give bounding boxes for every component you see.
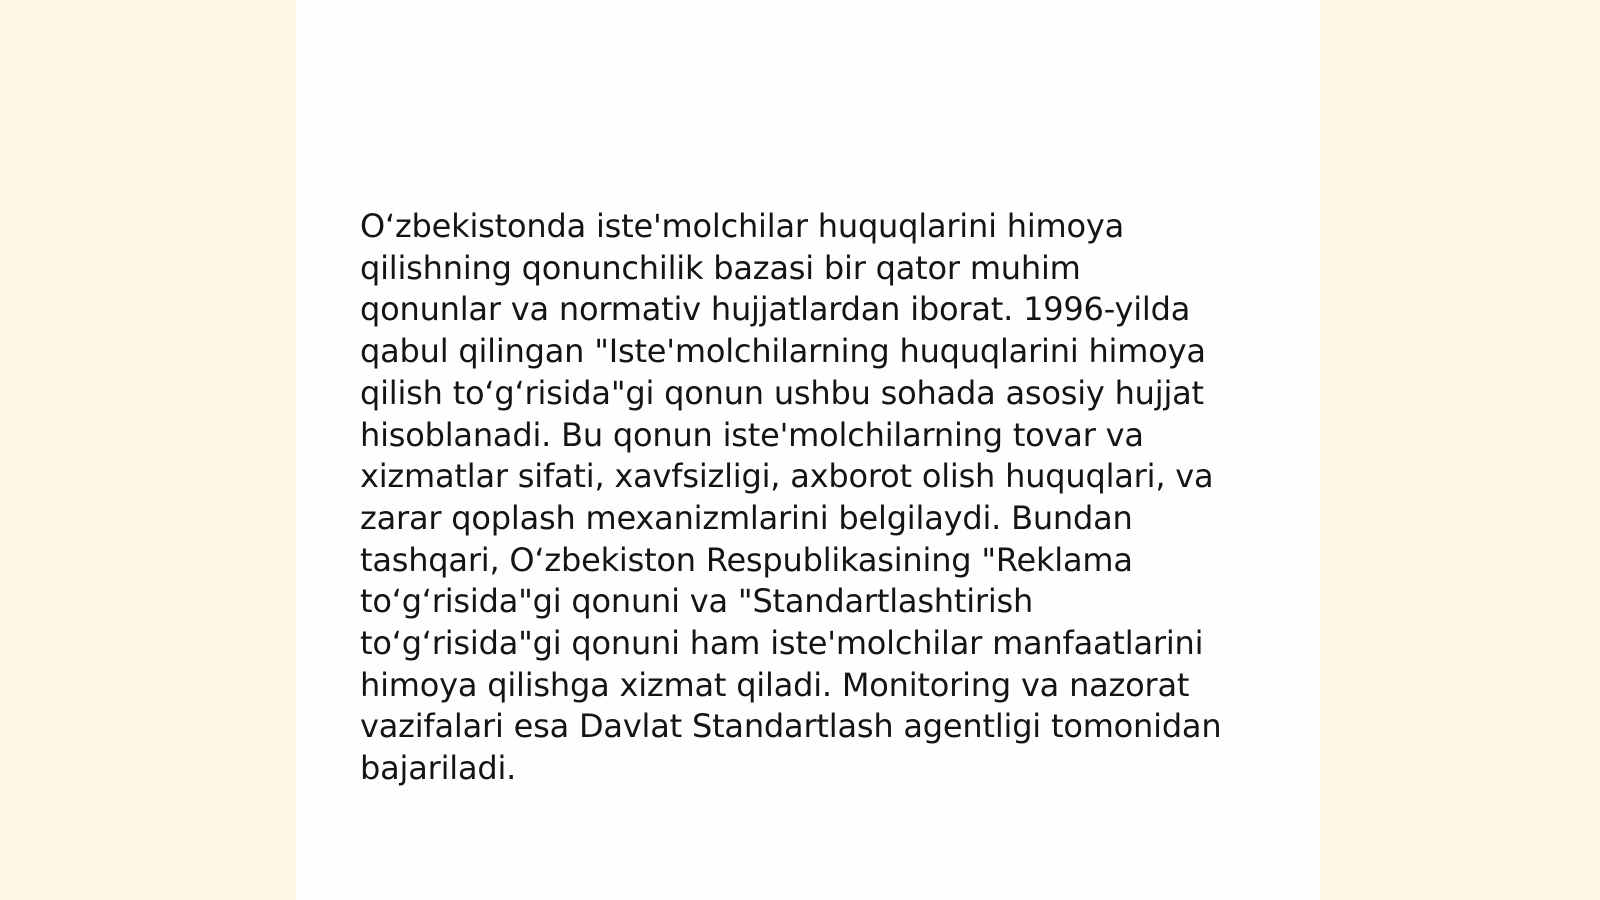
text-line: qilishning qonunchilik bazasi bir qator muhim (360, 248, 1081, 287)
text-line: qabul qilingan "Iste'molchilarning huquqlarini himoya (360, 332, 1206, 371)
body-paragraph (360, 206, 1260, 790)
text-line: hisoblanadi. Bu qonun iste'molchilarning tovar va (360, 415, 1144, 454)
text-line: himoya qilishga xizmat qiladi. Monitoring va nazorat (360, 665, 1190, 704)
text-line: vazifalari esa Davlat Standartlash agentligi tomonidan (360, 707, 1222, 746)
text-line: qilish to‘g‘risida"gi qonun ushbu sohada asosiy hujjat (360, 373, 1204, 412)
text-line: zarar qoplash mexanizmlarini belgilaydi. Bundan (360, 498, 1133, 537)
text-line: qonunlar va normativ hujjatlardan iborat. 1996-yilda (360, 290, 1191, 329)
text-line: to‘g‘risida"gi qonuni va "Standartlashtirish (360, 582, 1034, 621)
text-line: O‘zbekistonda iste'molchilar huquqlarini himoya (360, 207, 1125, 245)
left-margin-background (0, 0, 296, 900)
document-page (296, 0, 1320, 900)
text-line: to‘g‘risida"gi qonuni ham iste'molchilar manfaatlarini (360, 624, 1204, 663)
text-line: bajariladi. (360, 749, 517, 788)
text-line: xizmatlar sifati, xavfsizligi, axborot olish huquqlari, va (360, 457, 1214, 496)
text-line: tashqari, O‘zbekiston Respublikasining "Reklama (360, 540, 1133, 579)
right-margin-background (1320, 0, 1600, 900)
